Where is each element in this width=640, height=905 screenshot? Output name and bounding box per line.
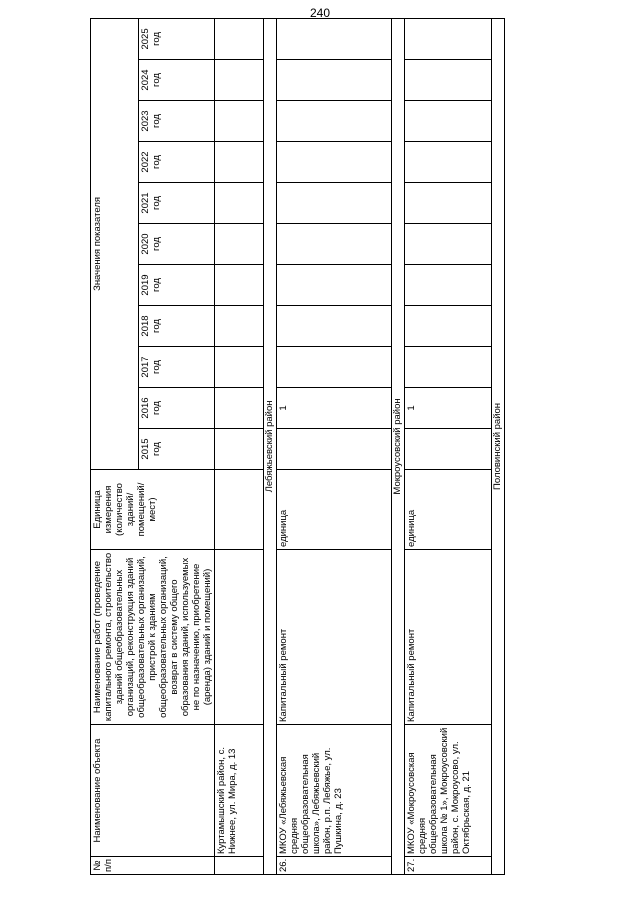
section-row-polovinnoe [492,18,505,874]
cell-unit: единица [405,470,492,550]
cell-value [405,429,492,470]
cell-num: 27. [405,857,492,875]
header-year: 2020 год [138,224,214,265]
cell-value [277,142,392,183]
cell-value [215,265,264,306]
cell-value [277,224,392,265]
cell-work: Капитальный ремонт [277,550,392,725]
cell-value [215,183,264,224]
cell-work [215,550,264,725]
cell-value [215,18,264,59]
cell-object: МКОУ «Мокроусовская средняя общеобразовательная школа № 1», Мокроусовский район, с. Мокроусово, ул. Октябрьская, д. 21 [405,725,492,857]
table-row-prev [215,18,264,874]
cell-value [215,60,264,101]
cell-value [277,18,392,59]
cell-value [405,18,492,59]
cell-value [405,101,492,142]
cell-value [405,265,492,306]
cell-value [277,347,392,388]
cell-value [215,388,264,429]
section-title: Половинский район [492,18,505,874]
cell-value [405,60,492,101]
header-year: 2022 год [138,142,214,183]
table-row [277,18,392,874]
section-title: Мокроусовский район [392,18,405,874]
cell-num [215,857,264,875]
header-object: Наименование объекта [91,725,215,857]
cell-value [405,142,492,183]
cell-value [277,101,392,142]
cell-value [215,142,264,183]
section-row-lebyazhye [264,18,277,874]
header-unit: Единица измерения (количество зданий/ помещений/ мест) [91,470,215,550]
header-row-main [91,18,139,874]
cell-value [215,306,264,347]
cell-value [277,60,392,101]
cell-value: 1 [277,388,392,429]
header-year: 2025 год [138,18,214,59]
header-year: 2024 год [138,60,214,101]
header-year: 2016 год [138,388,214,429]
cell-object: МКОУ «Лебяжьевская средняя общеобразовательная школа», Лебяжьевский район, р.п. Лебяжье, ул. Пушкина, д. 23 [277,725,392,857]
header-year: 2019 год [138,265,214,306]
cell-value [215,101,264,142]
header-year: 2021 год [138,183,214,224]
cell-value [405,224,492,265]
header-values-group: Значения показателя [91,18,139,469]
cell-value [215,429,264,470]
header-year: 2015 год [138,429,214,470]
cell-value [277,306,392,347]
cell-value [405,347,492,388]
cell-num: 26. [277,857,392,875]
capital-repair-table [90,18,505,875]
cell-value [215,224,264,265]
cell-value [277,265,392,306]
cell-unit [215,470,264,550]
cell-value [215,347,264,388]
page-number: 240 [309,6,331,20]
header-work: Наименование работ (проведение капитального ремонта, строительство зданий общеобразовательных организаций, реконструкция зданий общеобразовательных организаций, пристрой к зданиям общеобразовательных организаций, возврат в систему общего образования зданий, используемых не по назначению, приобретение (аренда) зданий и помещений) [91,550,215,725]
cell-work: Капитальный ремонт [405,550,492,725]
header-year: 2023 год [138,101,214,142]
cell-value [405,183,492,224]
header-year: 2017 год [138,347,214,388]
cell-value [405,306,492,347]
cell-value: 1 [405,388,492,429]
rotated-table-frame [90,28,570,875]
cell-unit: единица [277,470,392,550]
header-year: 2018 год [138,306,214,347]
section-title: Лебяжьевский район [264,18,277,874]
table-row [405,18,492,874]
section-row-mokrousovo [392,18,405,874]
cell-value [277,429,392,470]
cell-value [277,183,392,224]
cell-object: Куртамышский район, с. Нижнее, ул. Мира, д. 13 [215,725,264,857]
header-num: № п/п [91,857,215,875]
